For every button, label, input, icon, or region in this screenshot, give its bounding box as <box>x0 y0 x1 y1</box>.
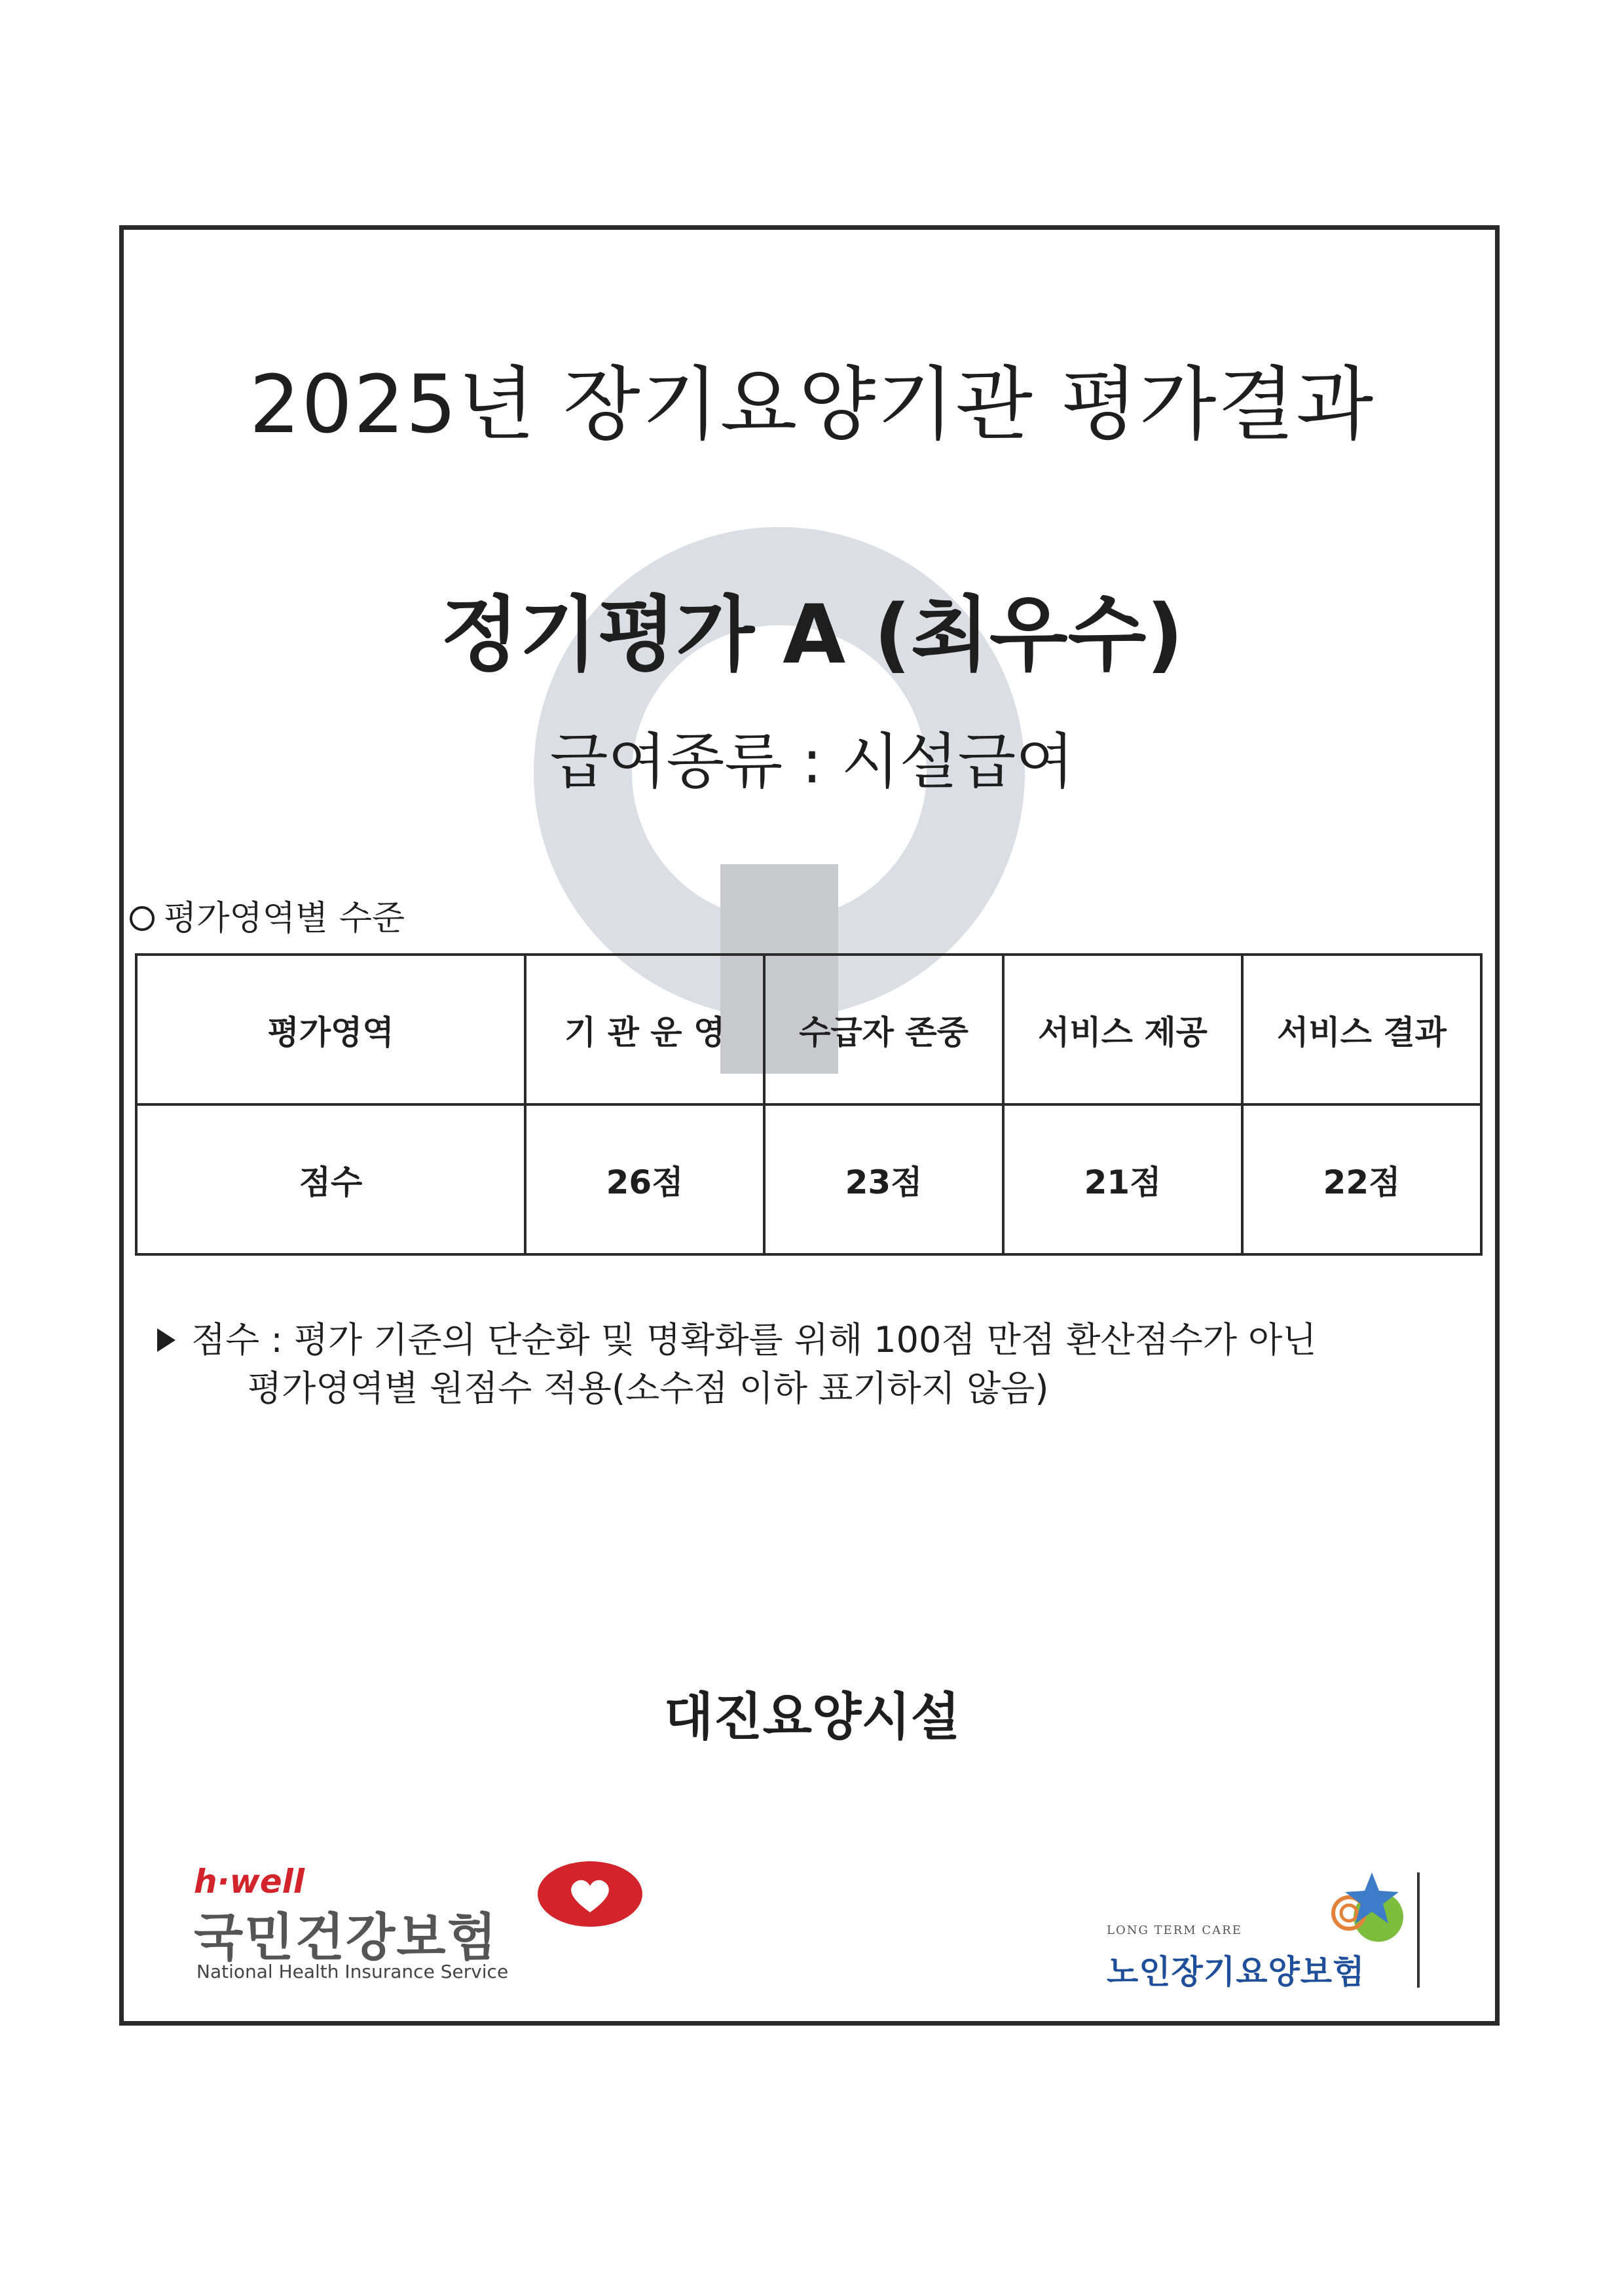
triangle-bullet-icon <box>157 1328 175 1352</box>
note-text-1: 점수 : 평가 기준의 단순화 및 명확화를 위해 100점 만점 환산점수가 아닌 <box>191 1319 1317 1360</box>
star-snail-icon <box>1297 1872 1414 1944</box>
score-note <box>157 1316 1317 1413</box>
facility-name: 대진요양시설 <box>663 1688 961 1747</box>
table-header-row <box>136 955 1481 1104</box>
nhis-brand-text: h·well <box>194 1863 304 1901</box>
table-header-cell: 평가영역 <box>136 955 525 1104</box>
nhis-name-text: 국민건강보험 <box>194 1908 498 1967</box>
evaluation-grade: 정기평가 A (최우수) <box>440 588 1184 682</box>
score-table <box>135 953 1483 1256</box>
ltc-logo <box>1107 1872 1428 1990</box>
table-cell: 23점 <box>764 1104 1003 1254</box>
table-row <box>136 1104 1481 1254</box>
table-header-cell: 기 관 운 영 <box>525 955 764 1104</box>
table-header-cell: 서비스 결과 <box>1242 955 1481 1104</box>
table-cell: 22점 <box>1242 1104 1481 1254</box>
table-header-cell: 서비스 제공 <box>1003 955 1242 1104</box>
circle-bullet-icon <box>130 906 155 931</box>
section-heading-label: 평가영역별 수준 <box>164 899 405 938</box>
table-cell: 21점 <box>1003 1104 1242 1254</box>
ltc-name-text: 노인장기요양보험 <box>1107 1953 1365 1991</box>
section-heading <box>130 890 405 939</box>
table-row-label: 점수 <box>136 1104 525 1254</box>
benefit-type: 급여종류 : 시설급여 <box>549 727 1075 797</box>
nhis-logo <box>194 1863 665 1994</box>
page-title: 2025년 장기요양기관 평가결과 <box>249 358 1375 451</box>
note-line-2: 평가영역별 원점수 적용(소수점 이하 표기하지 않음) <box>248 1368 1049 1409</box>
ltc-divider <box>1417 1872 1420 1988</box>
ltc-english-text: LONG TERM CARE <box>1107 1923 1242 1937</box>
table-header-cell: 수급자 존중 <box>764 955 1003 1104</box>
nhis-english-text: National Health Insurance Service <box>196 1961 509 1982</box>
note-line-1 <box>157 1316 1317 1364</box>
table-cell: 26점 <box>525 1104 764 1254</box>
heart-icon <box>534 1860 646 1939</box>
